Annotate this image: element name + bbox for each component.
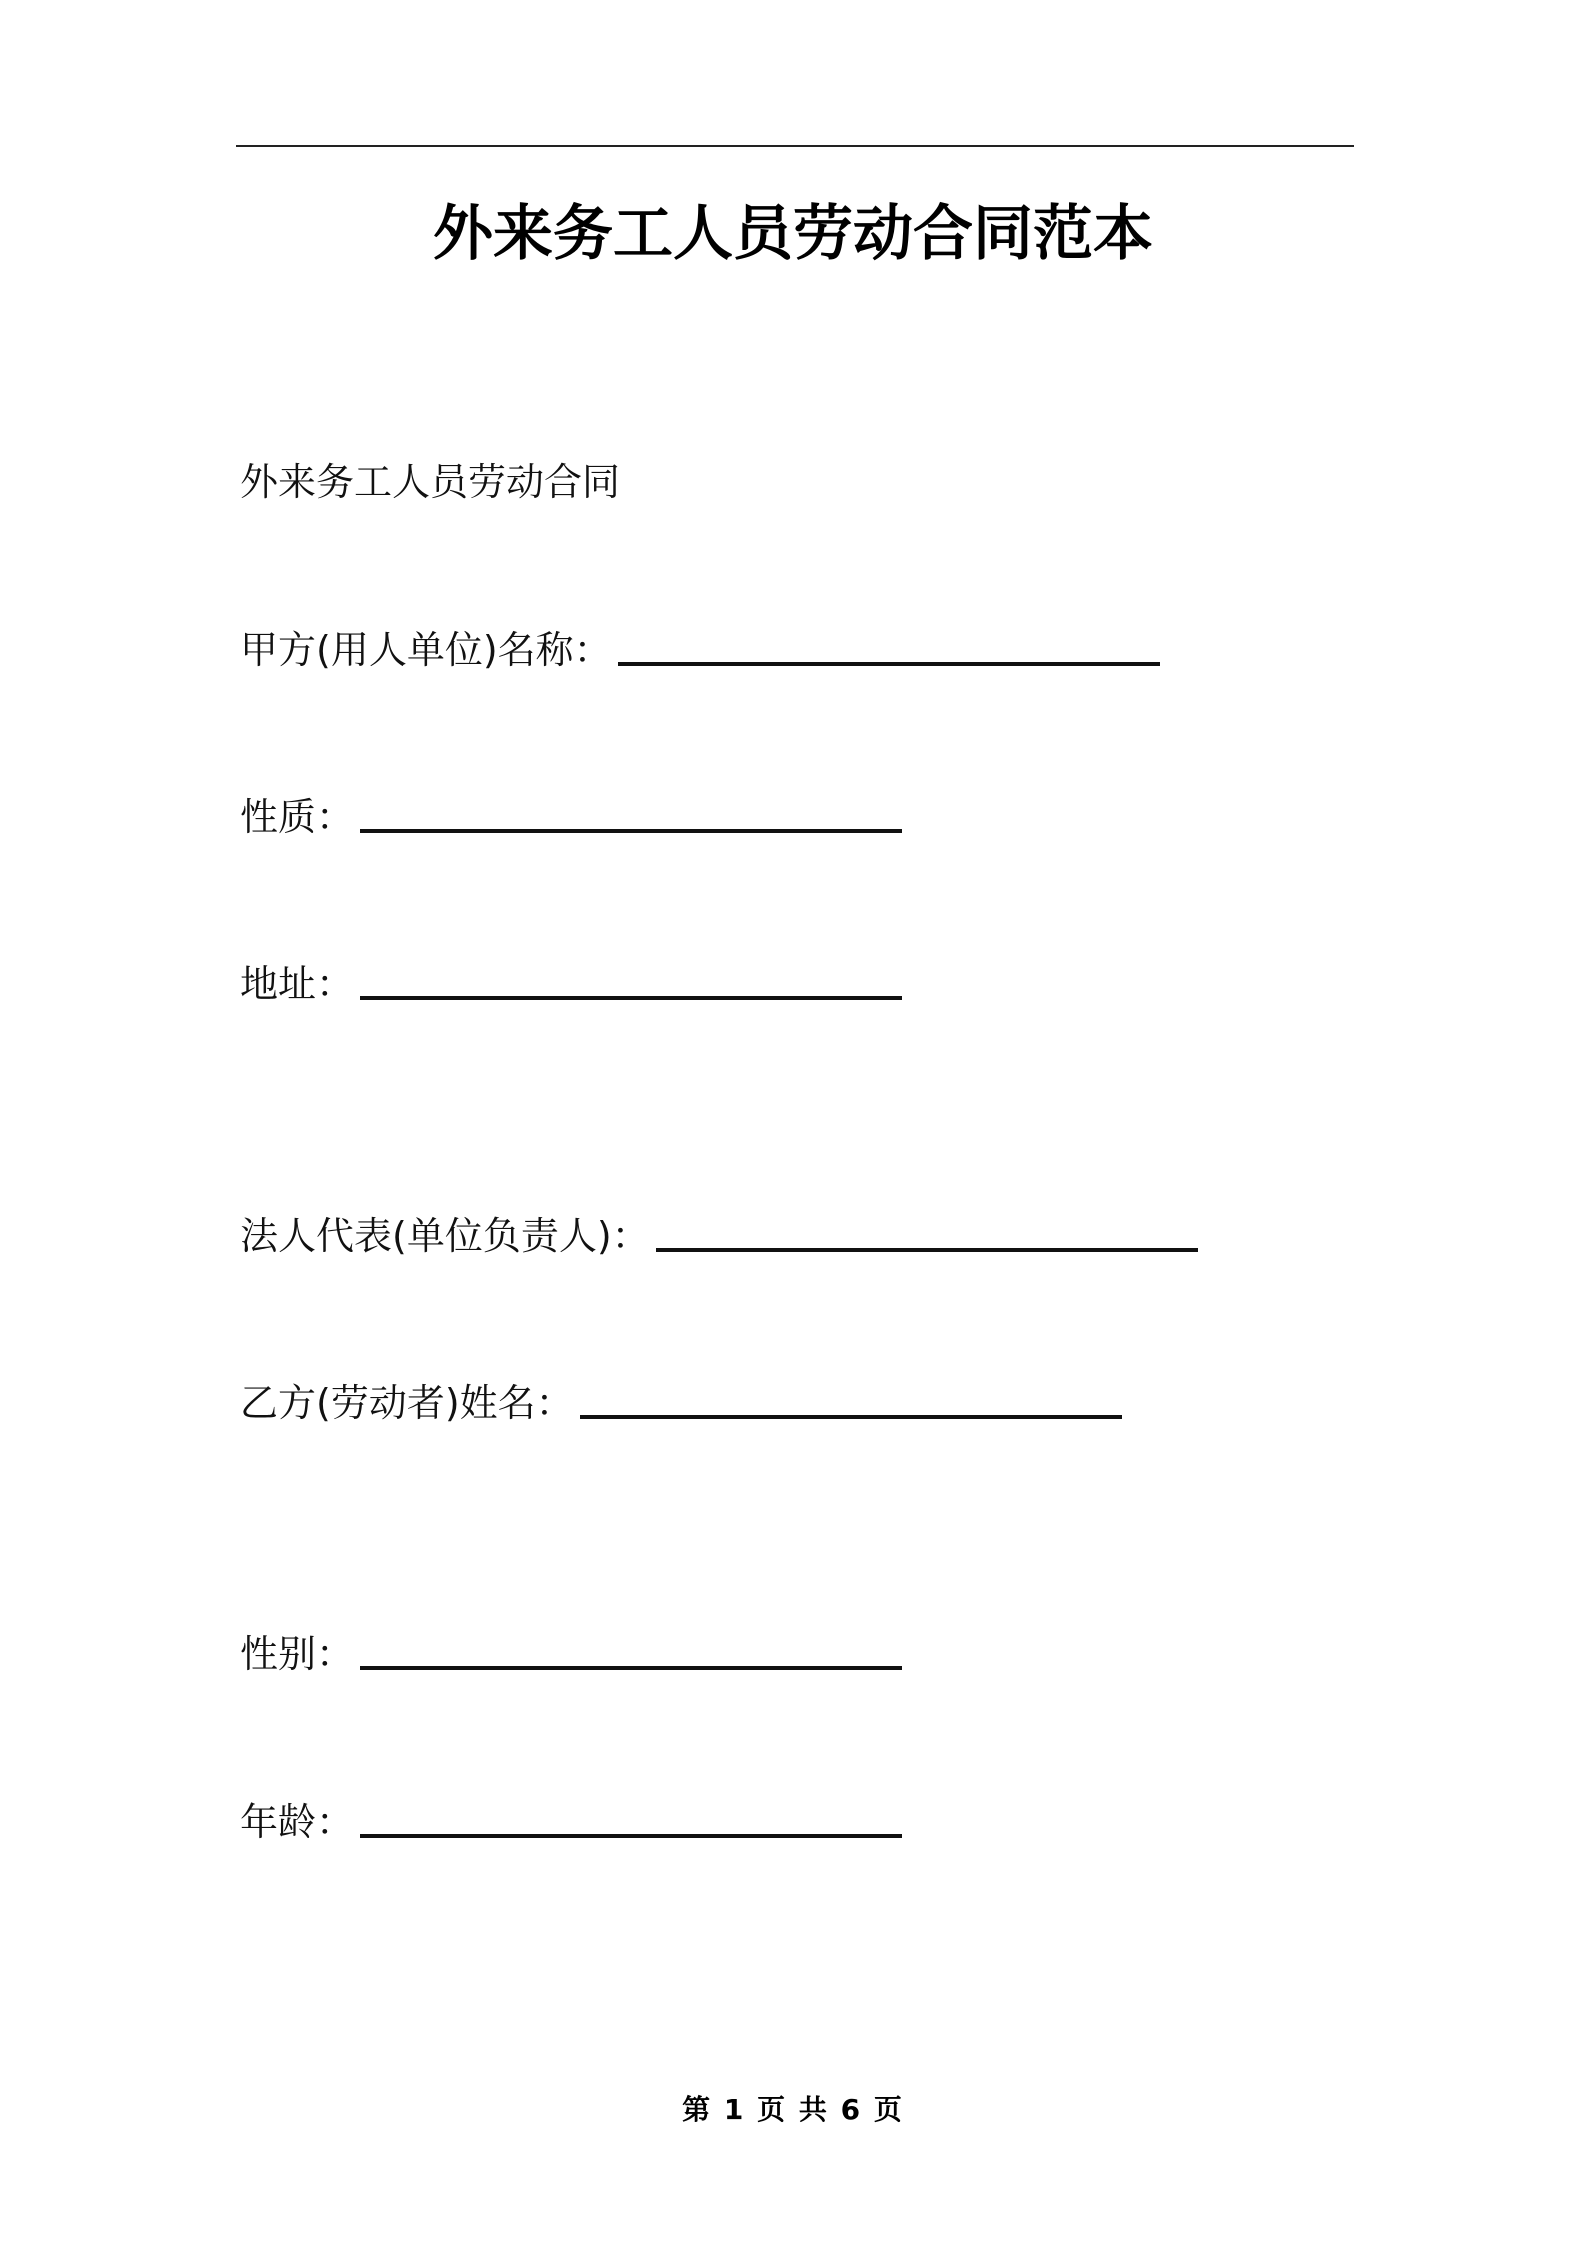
contract-subtitle bbox=[240, 460, 620, 506]
field-party-b-name-label: 乙方(劳动者)姓名： bbox=[240, 1381, 574, 1425]
field-nature bbox=[240, 795, 902, 841]
legal-rep-blank[interactable] bbox=[656, 1248, 1198, 1252]
age-blank[interactable] bbox=[360, 1834, 902, 1838]
party-b-name-blank[interactable] bbox=[580, 1415, 1122, 1419]
party-a-name-blank[interactable] bbox=[618, 662, 1160, 666]
nature-blank[interactable] bbox=[360, 829, 902, 833]
field-party-a-name bbox=[240, 628, 1160, 674]
address-blank[interactable] bbox=[360, 996, 902, 1000]
field-age-label: 年龄： bbox=[240, 1800, 355, 1844]
field-age bbox=[240, 1800, 902, 1846]
field-legal-rep-label: 法人代表(单位负责人)： bbox=[240, 1214, 650, 1258]
gender-blank[interactable] bbox=[360, 1666, 902, 1670]
contract-subtitle-text: 外来务工人员劳动合同 bbox=[240, 460, 621, 504]
field-address bbox=[240, 962, 902, 1008]
field-party-b-name bbox=[240, 1381, 1122, 1427]
page-number-footer: 第 1 页 共 6 页 bbox=[682, 2093, 904, 2126]
field-gender bbox=[240, 1632, 902, 1678]
field-gender-label: 性别： bbox=[240, 1632, 355, 1676]
field-nature-label: 性质： bbox=[240, 795, 355, 839]
page-title: 外来务工人员劳动合同范本 bbox=[433, 199, 1153, 269]
field-address-label: 地址： bbox=[240, 962, 355, 1006]
field-party-a-name-label: 甲方(用人单位)名称： bbox=[240, 628, 612, 672]
field-legal-rep bbox=[240, 1214, 1198, 1260]
header-rule bbox=[236, 145, 1354, 147]
